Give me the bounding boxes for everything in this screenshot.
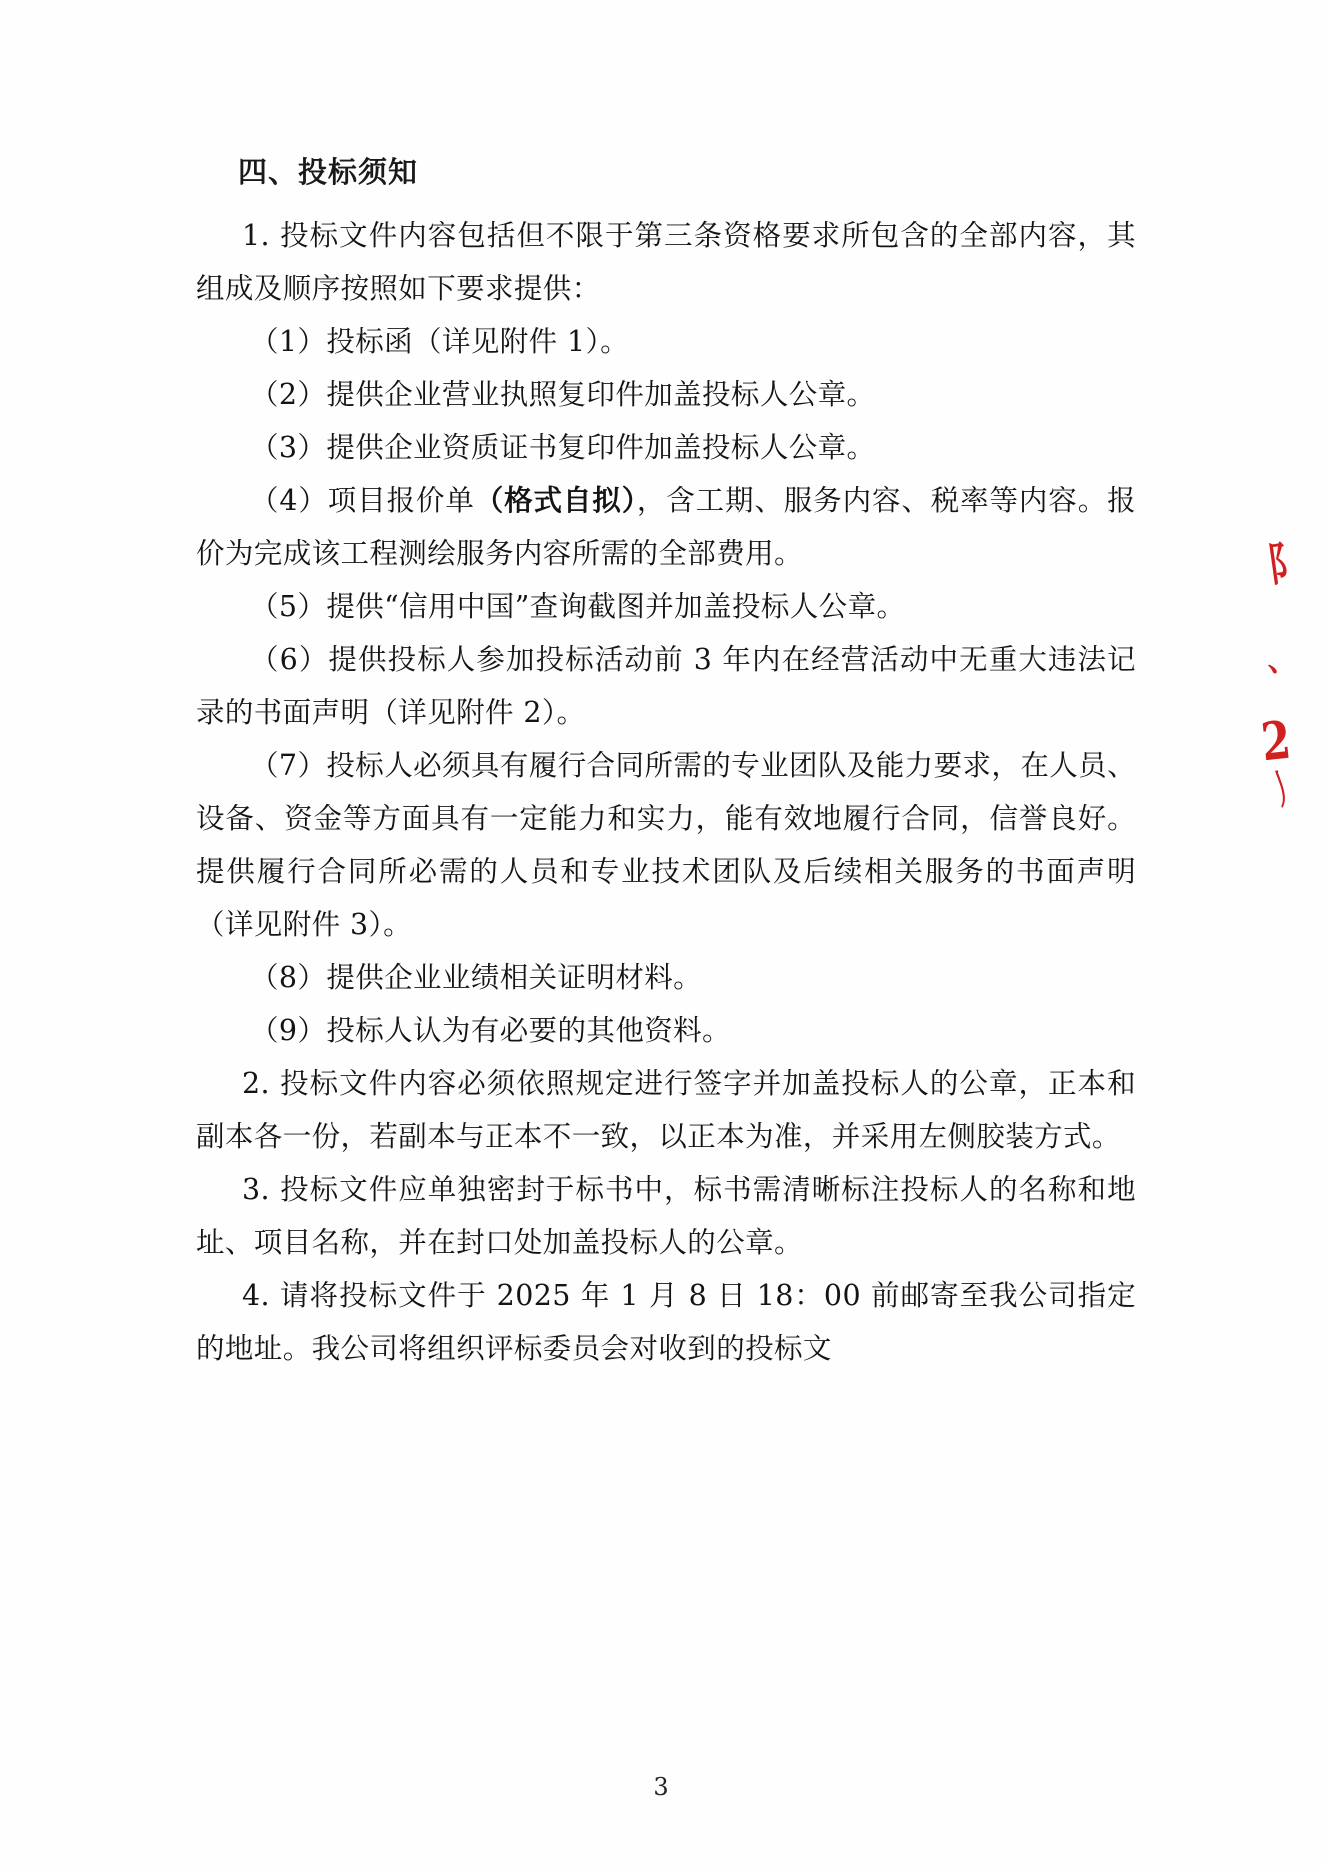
paragraph-item-1-9: （9）投标人认为有必要的其他资料。 — [250, 1014, 731, 1047]
item-4-suffix: ，含工期、服务内容、税率等内容。报价为完成该工程测绘服务内容所需的全部费用。 — [196, 484, 1136, 570]
handwritten-annotation-mark-1: 阝 — [1264, 533, 1306, 593]
paragraph-item-1-4 — [196, 474, 1136, 580]
document-body — [196, 150, 1136, 1375]
paragraph-item-1-2: （2）提供企业营业执照复印件加盖投标人公章。 — [250, 378, 876, 411]
handwritten-annotation-mark-2: 、 — [1265, 646, 1305, 684]
paragraph-item-1-6: （6）提供投标人参加投标活动前 3 年内在经营活动中无重大违法记录的书面声明（详见附件 2）。 — [196, 643, 1136, 729]
paragraph-item-2: 2. 投标文件内容必须依照规定进行签字并加盖投标人的公章，正本和副本各一份，若副本与正本不一致，以正本为准，并采用左侧胶装方式。 — [196, 1067, 1136, 1153]
item-4-bold: （格式自拟） — [474, 483, 637, 517]
handwritten-annotation-mark-3: 2 — [1258, 709, 1294, 774]
paragraph-item-1-7: （7）投标人必须具有履行合同所需的专业团队及能力要求，在人员、设备、资金等方面具有一定能力和实力，能有效地履行合同，信誉良好。提供履行合同所必需的人员和专业技术团队及后续相关服务的书面声明（详见附件 3）。 — [196, 749, 1136, 941]
item-4-prefix: （4）项目报价单 — [250, 484, 475, 517]
paragraph-item-1-3: （3）提供企业资质证书复印件加盖投标人公章。 — [250, 431, 876, 464]
handwritten-annotation-mark-4: 丿 — [1263, 763, 1301, 816]
paragraph-item-1-1: （1）投标函（详见附件 1）。 — [250, 325, 630, 358]
paragraph-item-1: 1. 投标文件内容包括但不限于第三条资格要求所包含的全部内容，其组成及顺序按照如下要求提供： — [196, 219, 1136, 305]
page-number: 3 — [653, 1773, 669, 1801]
paragraph-item-1-8: （8）提供企业业绩相关证明材料。 — [250, 961, 703, 994]
section-heading: 四、投标须知 — [238, 155, 419, 189]
paragraph-item-1-5: （5）提供“信用中国”查询截图并加盖投标人公章。 — [250, 590, 906, 623]
paragraph-item-4: 4. 请将投标文件于 2025 年 1 月 8 日 18：00 前邮寄至我公司指定的地址。我公司将组织评标委员会对收到的投标文 — [196, 1279, 1136, 1365]
paragraph-item-3: 3. 投标文件应单独密封于标书中，标书需清晰标注投标人的名称和地址、项目名称，并在封口处加盖投标人的公章。 — [196, 1173, 1136, 1259]
